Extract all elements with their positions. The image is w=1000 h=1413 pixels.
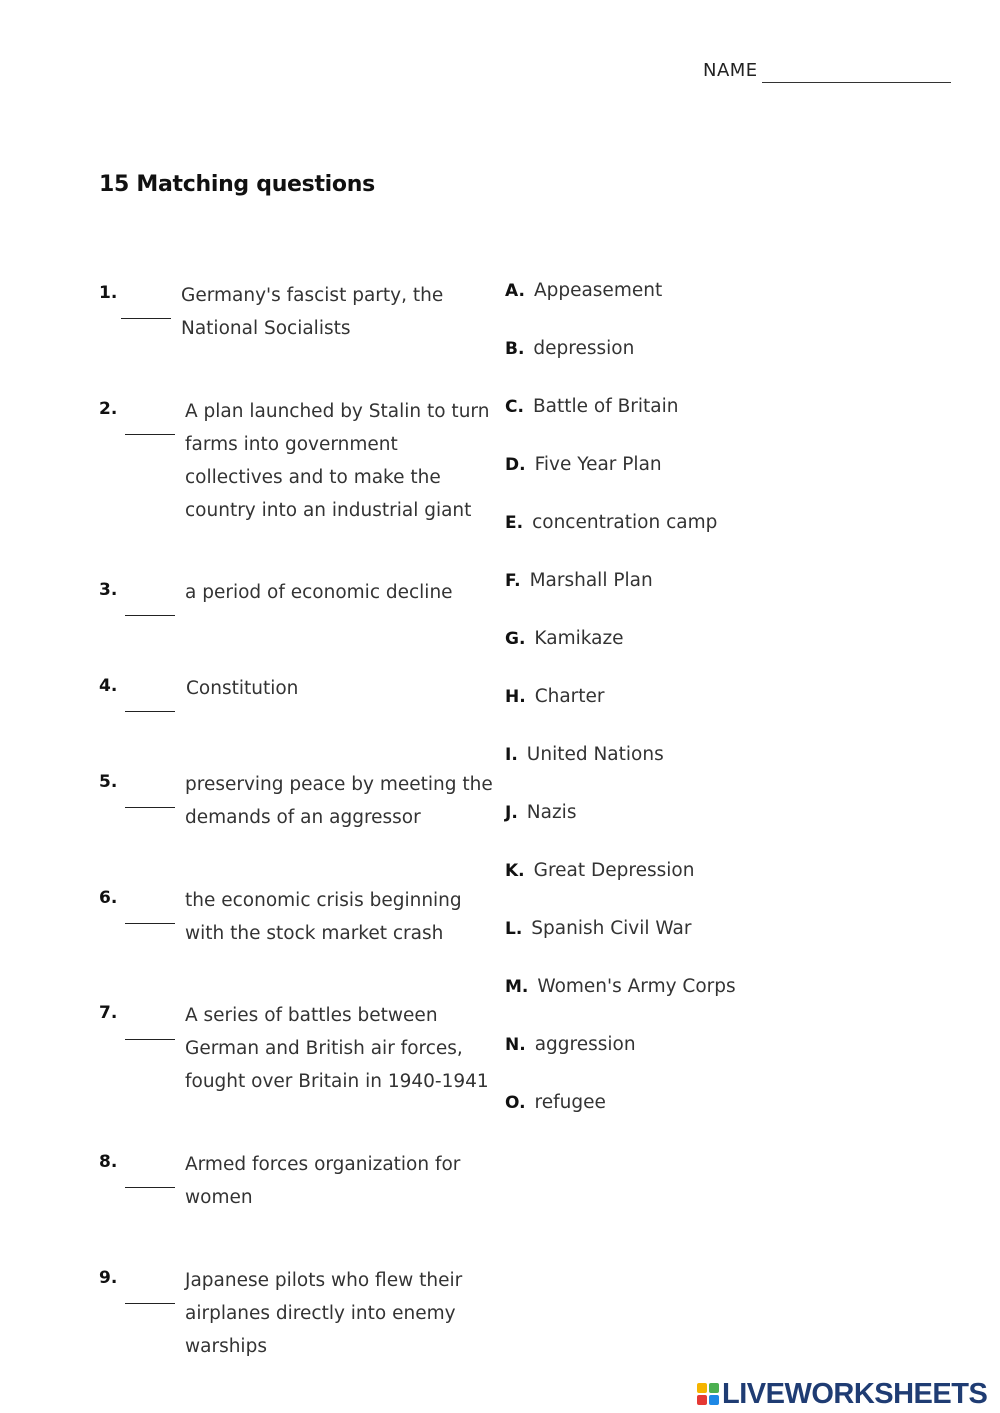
option-text: Appeasement (533, 280, 663, 301)
question-number: 4. (99, 676, 118, 696)
option-item (505, 570, 653, 591)
option-text: Nazis (526, 802, 577, 823)
option-letter: J. (505, 803, 518, 823)
option-item (505, 918, 691, 939)
option-text: refugee (534, 1092, 606, 1113)
option-item (505, 396, 678, 417)
option-text: aggression (534, 1034, 636, 1055)
option-text: Women's Army Corps (537, 976, 736, 997)
answer-blank[interactable] (125, 923, 175, 924)
question-number: 8. (99, 1152, 118, 1172)
name-label: NAME (703, 60, 758, 81)
option-letter: B. (505, 339, 525, 359)
question-number: 6. (99, 888, 118, 908)
option-letter: G. (505, 629, 526, 649)
question-text: the economic crisis beginning with the stock market crash (185, 890, 462, 944)
question-text: Japanese pilots who flew their airplanes directly into enemy warships (185, 1270, 463, 1357)
option-text: Five Year Plan (534, 454, 662, 475)
question-number: 9. (99, 1268, 118, 1288)
answer-blank[interactable] (125, 1187, 175, 1188)
question-text: Germany's fascist party, the National Socialists (181, 285, 444, 339)
answer-blank[interactable] (125, 807, 175, 808)
option-text: United Nations (526, 744, 664, 765)
question-text: Constitution (186, 678, 299, 699)
page-title: 15 Matching questions (99, 172, 375, 197)
name-input-line[interactable] (762, 82, 951, 83)
brand-text: LIVEWORKSHEETS (722, 1377, 988, 1410)
option-text: Battle of Britain (532, 396, 679, 417)
liveworksheets-logo-icon (697, 1383, 719, 1405)
option-letter: D. (505, 455, 526, 475)
option-item (505, 1092, 606, 1113)
answer-blank[interactable] (125, 1303, 175, 1304)
option-letter: N. (505, 1035, 526, 1055)
logo-square (697, 1383, 707, 1393)
option-text: Marshall Plan (529, 570, 653, 591)
option-letter: H. (505, 687, 526, 707)
option-text: Charter (534, 686, 605, 707)
option-letter: A. (505, 281, 525, 301)
option-item (505, 512, 717, 533)
question-number: 1. (99, 283, 118, 303)
question-text: a period of economic decline (185, 582, 453, 603)
option-letter: K. (505, 861, 525, 881)
question-number: 5. (99, 772, 118, 792)
option-text: Kamikaze (534, 628, 624, 649)
option-item (505, 454, 662, 475)
option-item (505, 802, 576, 823)
answer-blank[interactable] (125, 711, 175, 712)
option-item (505, 628, 624, 649)
logo-square (697, 1395, 707, 1405)
option-letter: C. (505, 397, 524, 417)
option-item (505, 686, 605, 707)
answer-blank[interactable] (125, 615, 175, 616)
answer-blank[interactable] (121, 318, 171, 319)
option-text: Spanish Civil War (531, 918, 692, 939)
option-letter: I. (505, 745, 518, 765)
answer-blank[interactable] (125, 1039, 175, 1040)
liveworksheets-brand[interactable] (697, 1377, 987, 1411)
question-text: preserving peace by meeting the demands of an aggressor (185, 774, 493, 828)
option-item (505, 744, 664, 765)
question-text: Armed forces organization for women (185, 1154, 461, 1208)
option-text: depression (533, 338, 635, 359)
option-item (505, 338, 634, 359)
option-letter: O. (505, 1093, 526, 1113)
option-item (505, 976, 736, 997)
question-number: 3. (99, 580, 118, 600)
logo-square (709, 1383, 719, 1393)
option-text: Great Depression (533, 860, 695, 881)
answer-blank[interactable] (125, 434, 175, 435)
question-text: A series of battles between German and British air forces, fought over Britain in 1940-1941 (185, 1005, 489, 1092)
option-letter: L. (505, 919, 523, 939)
option-item (505, 1034, 636, 1055)
option-text: concentration camp (532, 512, 718, 533)
option-item (505, 280, 662, 301)
option-letter: E. (505, 513, 524, 533)
question-number: 2. (99, 399, 118, 419)
option-item (505, 860, 694, 881)
question-text: A plan launched by Stalin to turn farms into government collectives and to make the country into an industrial giant (185, 401, 490, 521)
logo-square (709, 1395, 719, 1405)
option-letter: M. (505, 977, 529, 997)
option-letter: F. (505, 571, 521, 591)
question-number: 7. (99, 1003, 118, 1023)
